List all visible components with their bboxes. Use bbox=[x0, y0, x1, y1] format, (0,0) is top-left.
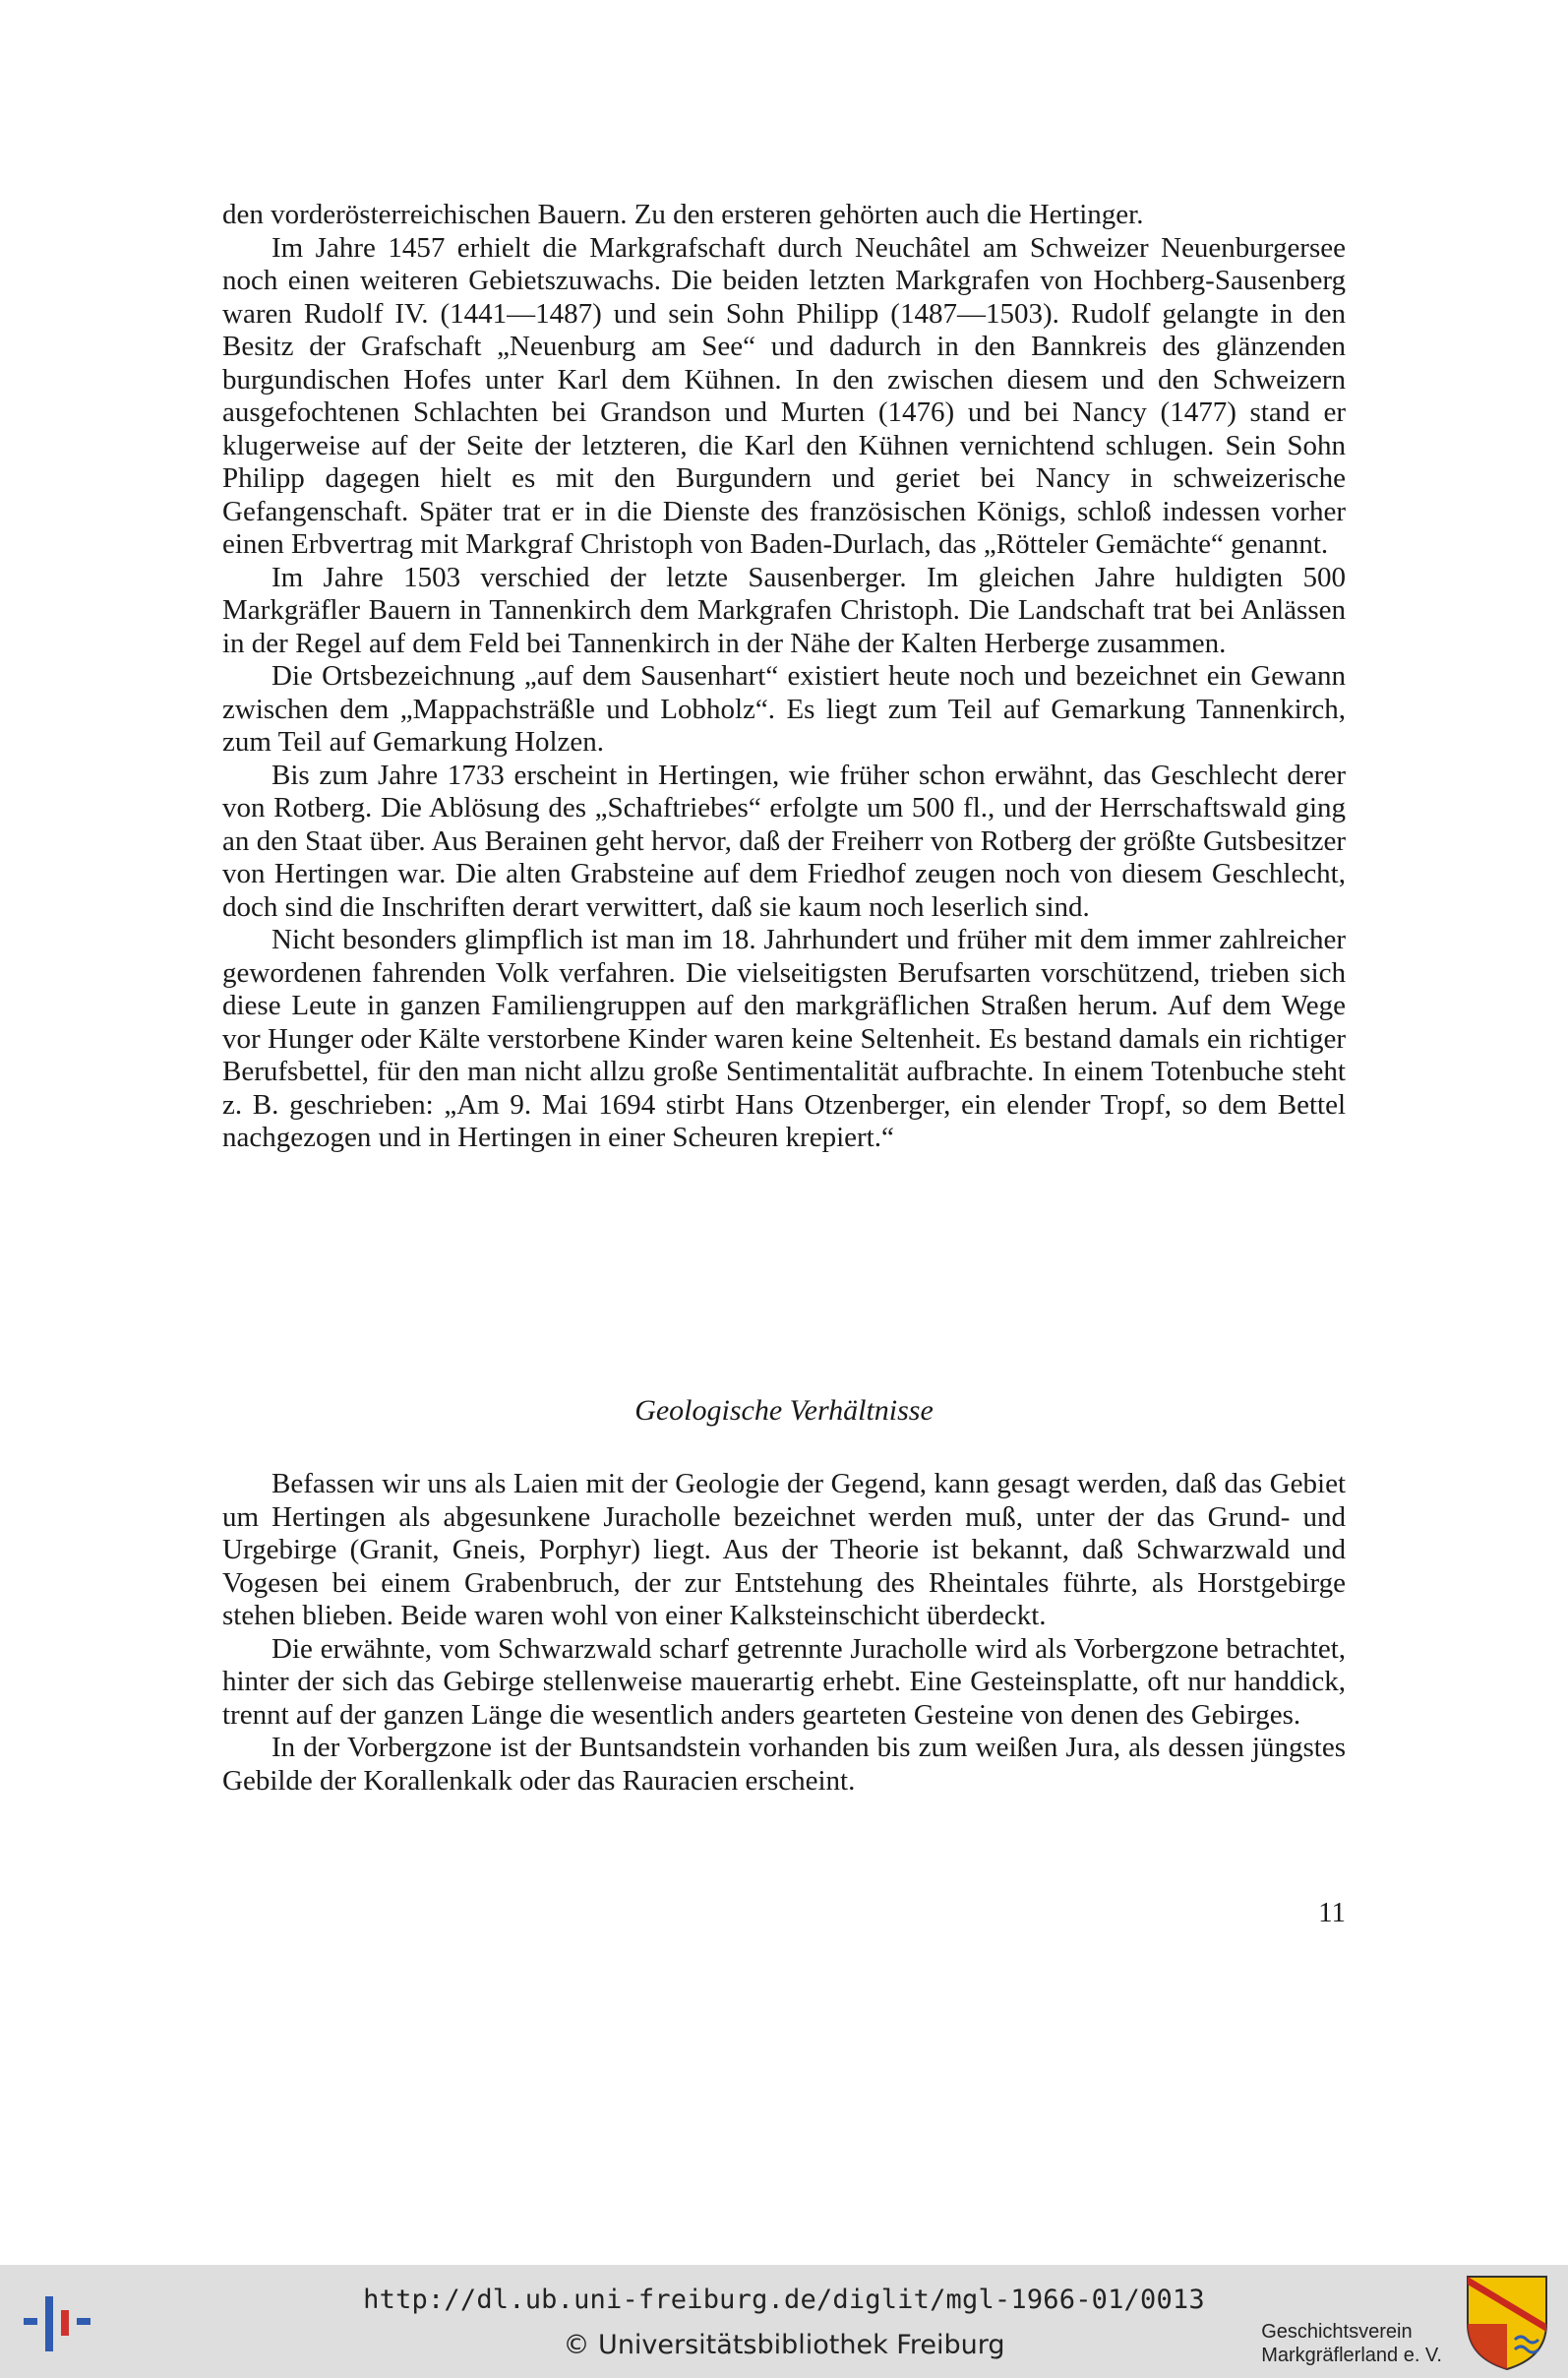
section-heading: Geologische Verhältnisse bbox=[634, 1394, 934, 1427]
paragraph: Im Jahre 1503 verschied der letzte Sausenberger. Im gleichen Jahre huldigten 500 Markgräfler Bauern in Tannenkirch dem Markgrafen Christoph. Die Landschaft trat bei Anlässen in der Regel auf dem Feld bei Tannenkirch in der Nähe der Kalten Herberge zusammen. bbox=[222, 561, 1346, 659]
paragraph: Befassen wir uns als Laien mit der Geologie der Gegend, kann gesagt werden, daß das Gebiet um Hertingen als abgesunkene Juracholle bezeichnet werden muß, unter der das Grund- und Urgebirge (Granit, Gneis, Porphyr) liegt. Aus der Theorie ist bekannt, daß Schwarzwald und Vogesen bei einem Grabenbruch, der zur Entstehung des Rheintales führte, als Horstgebirge stehen blieben. Beide waren wohl von einer Kalksteinschicht überdeckt. bbox=[222, 1468, 1346, 1631]
society-name bbox=[1261, 2320, 1442, 2367]
copyright-notice: © Universitätsbibliothek Freiburg bbox=[563, 2330, 1005, 2360]
footer-bar bbox=[0, 2265, 1568, 2378]
coat-of-arms-icon bbox=[1460, 2271, 1554, 2373]
paragraph: Nicht besonders glimpflich ist man im 18. Jahrhundert und früher mit dem immer zahlreicher gewordenen fahrenden Volk verfahren. Die vielseitigsten Berufsarten vorschützend, trieben sich diese Leute in ganzen Familiengruppen auf den markgräflichen Straßen herum. Auf dem Wege vor Hunger oder Kälte verstorbene Kinder waren keine Seltenheit. Es bestand damals ein richtiger Berufsbettel, für den man nicht allzu große Sentimentalität aufbrachte. In einem Totenbuche steht z. B. geschrieben: „Am 9. Mai 1694 stirbt Hans Otzenberger, ein elender Tropf, so dem Bettel nachgezogen und in Hertingen in einer Scheuren krepiert.“ bbox=[222, 924, 1346, 1153]
paragraph: Die Ortsbezeichnung „auf dem Sausenhart“ existiert heute noch und bezeichnet ein Gewann zwischen dem „Mappachsträßle und Lobholz“. Es liegt zum Teil auf Gemarkung Tannenkirch, zum Teil auf Gemarkung Holzen. bbox=[222, 660, 1346, 758]
section-text bbox=[222, 1468, 1346, 1798]
body-text bbox=[222, 199, 1346, 1155]
document-url[interactable]: http://dl.ub.uni-freiburg.de/diglit/mgl-1966-01/0013 bbox=[363, 2285, 1205, 2315]
paragraph: Die erwähnte, vom Schwarzwald scharf getrennte Juracholle wird als Vorbergzone betrachtet, hinter der sich das Gebirge stellenweise mauerartig erhebt. Eine Gesteinsplatte, oft nur handdick, trennt auf der ganzen Länge die wesentlich anders gearteten Gesteine von denen des Gebirges. bbox=[222, 1632, 1346, 1731]
paragraph: den vorderösterreichischen Bauern. Zu den ersteren gehörten auch die Hertinger. bbox=[222, 199, 1144, 230]
society-line: Geschichtsverein bbox=[1261, 2321, 1413, 2343]
society-line: Markgräflerland e. V. bbox=[1261, 2345, 1442, 2366]
paragraph: In der Vorbergzone ist der Buntsandstein vorhanden bis zum weißen Jura, als dessen jüngstes Gebilde der Korallenkalk oder das Rauracien erscheint. bbox=[222, 1732, 1346, 1797]
page-number: 11 bbox=[1318, 1897, 1346, 1928]
paragraph: Im Jahre 1457 erhielt die Markgrafschaft durch Neuchâtel am Schweizer Neuenburgersee noch einen weiteren Gebietszuwachs. Die beiden letzten Markgrafen von Hochberg-Sausenberg waren Rudolf IV. (1441—1487) und sein Sohn Philipp (1487—1503). Rudolf gelangte in den Besitz der Grafschaft „Neuenburg am See“ und dadurch in den Bannkreis des glänzenden burgundischen Hofes unter Karl dem Kühnen. In den zwischen diesem und den Schweizern ausgefochtenen Schlachten bei Grandson und Murten (1476) und bei Nancy (1477) stand er klugerweise auf der Seite der letzteren, die Karl den Kühnen vernichtend schlugen. Sein Sohn Philipp dagegen hielt es mit den Burgundern und geriet bei Nancy in schweizerische Gefangenschaft. Später trat er in die Dienste des französischen Königs, schloß indessen vorher einen Erbvertrag mit Markgraf Christoph von Baden-Durlach, das „Rötteler Gemächte“ genannt. bbox=[222, 231, 1346, 560]
paragraph: Bis zum Jahre 1733 erscheint in Hertingen, wie früher schon erwähnt, das Geschlecht derer von Rotberg. Die Ablösung des „Schaftriebes“ erfolgte um 500 fl., und der Herrschaftswald ging an den Staat über. Aus Berainen geht hervor, daß der Freiherr von Rotberg der größte Gutsbesitzer von Hertingen war. Die alten Grabsteine auf dem Friedhof zeugen noch von diesem Geschlecht, doch sind die Inschriften derart verwittert, daß sie kaum noch leserlich sind. bbox=[222, 759, 1346, 923]
